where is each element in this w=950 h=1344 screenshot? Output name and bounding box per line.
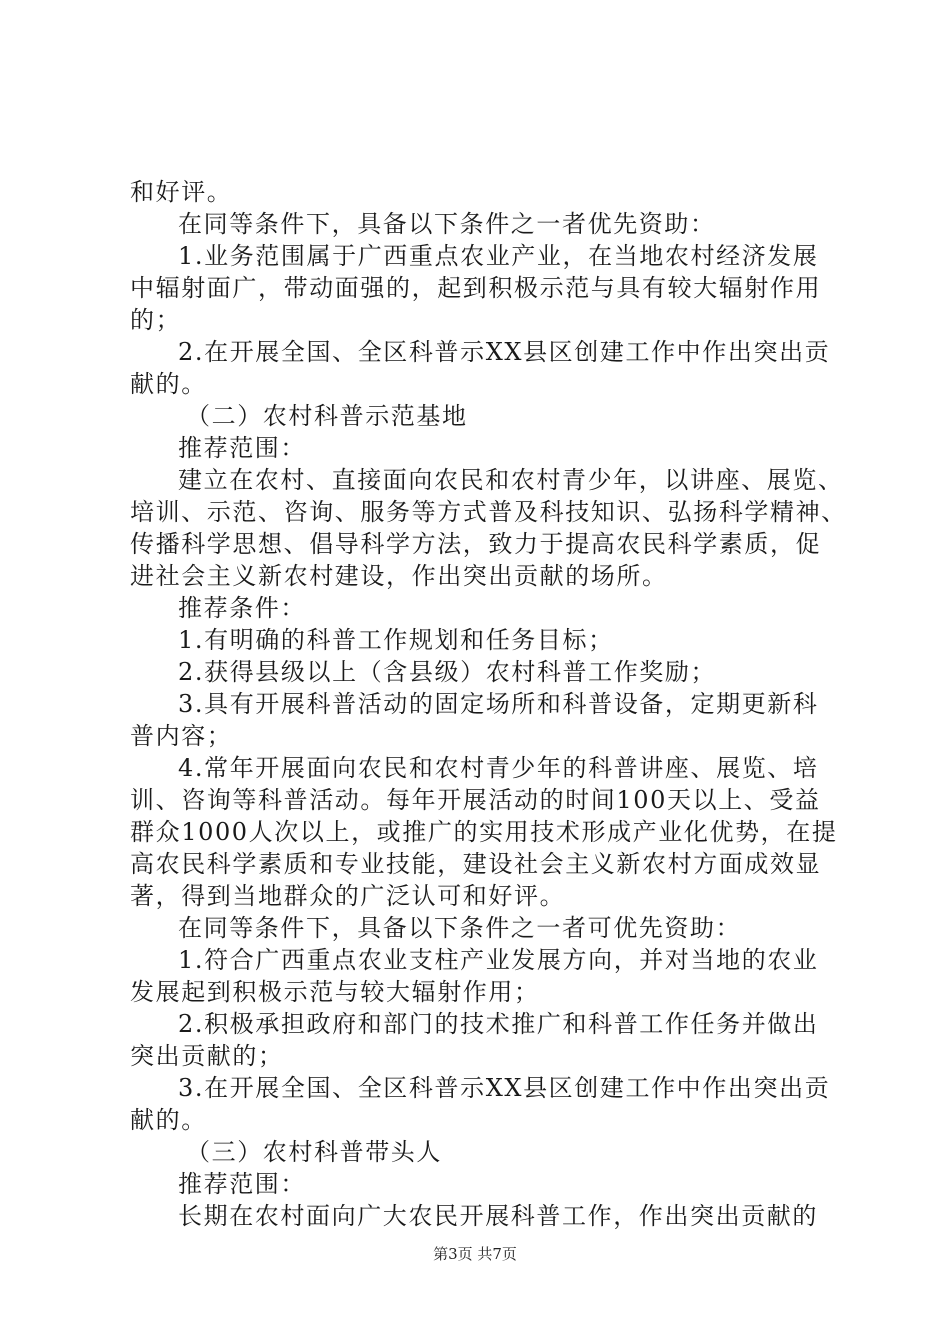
- text-line: 1.符合广西重点农业支柱产业发展方向，并对当地的农业: [178, 946, 819, 974]
- text-line: 突出贡献的；: [130, 1042, 284, 1070]
- document-body: [130, 176, 847, 1232]
- text-line: 1.业务范围属于广西重点农业产业，在当地农村经济发展: [178, 242, 819, 270]
- text-line: 3.在开展全国、全区科普示XX县区创建工作中作出突出贡: [178, 1074, 831, 1102]
- text-line: 推荐范围：: [178, 1170, 306, 1198]
- text-line: 训、咨询等科普活动。每年开展活动的时间100天以上、受益: [130, 786, 821, 814]
- text-line: 推荐条件：: [178, 594, 306, 622]
- text-line: 1.有明确的科普工作规划和任务目标；: [178, 626, 614, 654]
- text-line: 在同等条件下，具备以下条件之一者可优先资助：: [178, 914, 742, 942]
- text-line: 推荐范围：: [178, 434, 306, 462]
- text-line: 4.常年开展面向农民和农村青少年的科普讲座、展览、培: [178, 754, 819, 782]
- section-heading: （三）农村科普带头人: [186, 1138, 442, 1166]
- text-line: 献的。: [130, 370, 207, 398]
- text-line: 高农民科学素质和专业技能，建设社会主义新农村方面成效显: [130, 850, 822, 878]
- text-line: 长期在农村面向广大农民开展科普工作，作出突出贡献的: [178, 1202, 818, 1230]
- text-line: 培训、示范、咨询、服务等方式普及科技知识、弘扬科学精神、: [130, 498, 847, 526]
- text-line: 普内容；: [130, 722, 233, 750]
- text-line: 献的。: [130, 1106, 207, 1134]
- text-line: 和好评。: [130, 178, 233, 206]
- text-line: 2.积极承担政府和部门的技术推广和科普工作任务并做出: [178, 1010, 819, 1038]
- text-line: 3.具有开展科普活动的固定场所和科普设备，定期更新科: [178, 690, 819, 718]
- page-number-footer: 第3页 共7页: [433, 1245, 517, 1263]
- text-line: 进社会主义新农村建设，作出突出贡献的场所。: [130, 562, 668, 590]
- text-line: 发展起到积极示范与较大辐射作用；: [130, 978, 540, 1006]
- text-line: 群众1000人次以上，或推广的实用技术形成产业化优势，在提: [130, 818, 838, 846]
- text-line: 著，得到当地群众的广泛认可和好评。: [130, 882, 566, 910]
- text-line: 传播科学思想、倡导科学方法，致力于提高农民科学素质，促: [130, 530, 822, 558]
- text-line: 中辐射面广，带动面强的，起到积极示范与具有较大辐射作用: [130, 274, 822, 302]
- section-heading: （二）农村科普示范基地: [186, 402, 468, 430]
- text-line: 2.在开展全国、全区科普示XX县区创建工作中作出突出贡: [178, 338, 831, 366]
- text-line: 在同等条件下，具备以下条件之一者优先资助：: [178, 210, 716, 238]
- text-line: 建立在农村、直接面向农民和农村青少年，以讲座、展览、: [178, 466, 844, 494]
- text-line: 的；: [130, 306, 182, 334]
- text-line: 2.获得县级以上（含县级）农村科普工作奖励；: [178, 658, 717, 686]
